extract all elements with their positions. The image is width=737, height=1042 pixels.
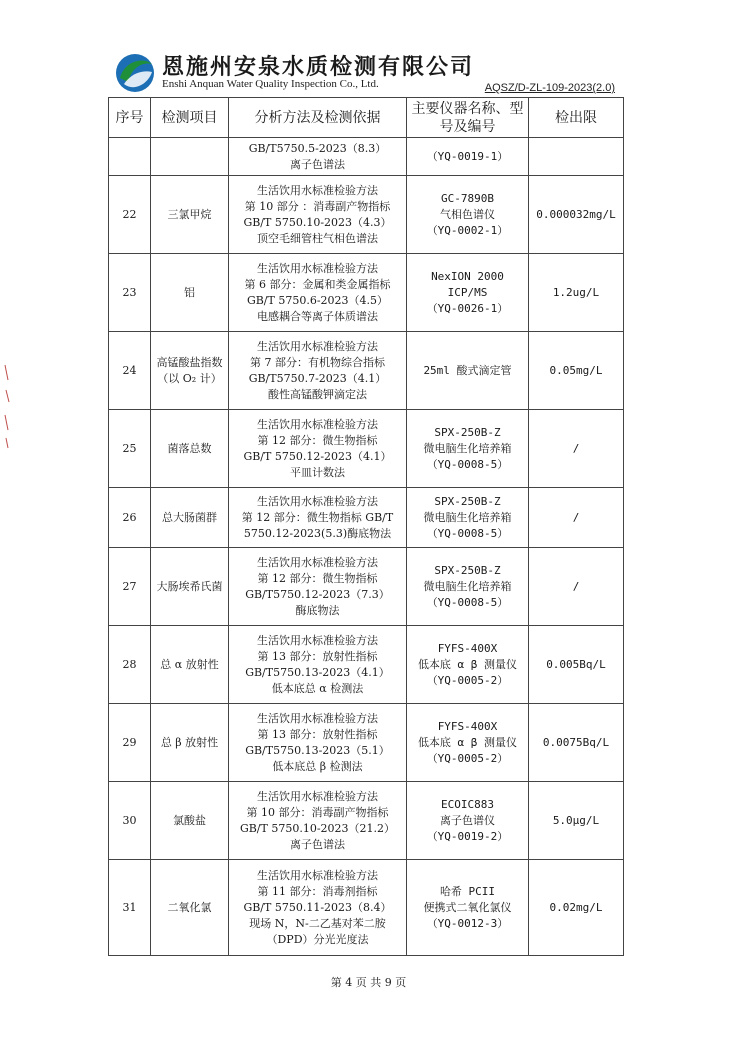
instrument-line: ICP/MS — [447, 285, 488, 299]
instrument-line: GC-7890B — [441, 191, 494, 205]
company-name-cn: 恩施州安泉水质检测有限公司 — [162, 54, 475, 80]
table-row — [109, 860, 624, 956]
row-number: 29 — [109, 704, 151, 782]
method-line: GB/T 5750.10-2023（4.3） — [243, 215, 392, 229]
test-item: 铝 — [151, 254, 229, 332]
row-number: 22 — [109, 176, 151, 254]
method-line: 第 13 部分：放射性指标 — [257, 727, 378, 741]
document-header — [108, 44, 623, 100]
method-cell — [229, 704, 407, 782]
instrument-cell — [407, 176, 529, 254]
table-row — [109, 138, 624, 176]
table-row — [109, 704, 624, 782]
method-line: GB/T5750.13-2023（5.1） — [245, 743, 390, 757]
method-line: GB/T5750.5-2023（8.3） — [248, 141, 387, 155]
method-line: 离子色谱法 — [290, 837, 345, 851]
detection-limit: / — [529, 548, 624, 626]
instrument-line: （YQ-0008-5） — [426, 457, 509, 471]
method-line: GB/T 5750.11-2023（8.4） — [243, 900, 392, 914]
method-line: 现场 N，N-二乙基对苯二胺 — [249, 916, 386, 930]
test-item: 二氧化氯 — [151, 860, 229, 956]
method-line: 第 13 部分：放射性指标 — [257, 649, 378, 663]
table-row — [109, 332, 624, 410]
table-row — [109, 626, 624, 704]
instrument-cell — [407, 782, 529, 860]
method-line: 生活饮用水标准检验方法 — [257, 711, 378, 725]
method-line: 顶空毛细管柱气相色谱法 — [257, 231, 378, 245]
method-line: GB/T 5750.6-2023（4.5） — [246, 293, 389, 307]
instrument-line: （YQ-0019-1） — [426, 149, 509, 163]
test-item: 菌落总数 — [151, 410, 229, 488]
instrument-line: SPX-250B-Z — [434, 563, 501, 577]
method-line: GB/T5750.7-2023（4.1） — [248, 371, 387, 385]
method-cell — [229, 254, 407, 332]
row-number: 26 — [109, 488, 151, 548]
method-line: 第 10 部分 ：消毒副产物指标 — [244, 199, 391, 213]
method-line: 酸性高锰酸钾滴定法 — [268, 387, 367, 401]
method-line: 5750.12-2023(5.3)酶底物法 — [243, 526, 392, 540]
method-line: 生活饮用水标准检验方法 — [257, 555, 378, 569]
method-line: 生活饮用水标准检验方法 — [257, 183, 378, 197]
header-limit: 检出限 — [529, 98, 624, 138]
method-line: 第 7 部分：有机物综合指标 — [250, 355, 385, 369]
table-row — [109, 410, 624, 488]
method-line: 第 10 部分：消毒副产物指标 — [246, 805, 389, 819]
test-item: 大肠埃希氏菌 — [151, 548, 229, 626]
method-line: GB/T 5750.12-2023（4.1） — [243, 449, 392, 463]
method-line: GB/T5750.13-2023（4.1） — [245, 665, 390, 679]
instrument-line: （YQ-0008-5） — [426, 526, 509, 540]
instrument-line: 便携式二氧化氯仪 — [423, 900, 512, 914]
method-line: 酶底物法 — [295, 603, 340, 617]
instrument-line: 气相色谱仪 — [440, 207, 495, 221]
instrument-cell — [407, 254, 529, 332]
document-code: AQSZ/D-ZL-109-2023(2.0) — [484, 82, 615, 94]
instrument-line: 低本底 α β 测量仪 — [417, 735, 518, 749]
instrument-line: （YQ-0019-2） — [426, 829, 509, 843]
table-row — [109, 548, 624, 626]
method-line: 生活饮用水标准检验方法 — [257, 339, 378, 353]
header-method: 分析方法及检测依据 — [229, 98, 407, 138]
test-item: 三氯甲烷 — [151, 176, 229, 254]
row-number — [109, 138, 151, 176]
detection-limit: 0.000032mg/L — [529, 176, 624, 254]
detection-limit — [529, 138, 624, 176]
company-name-en: Enshi Anquan Water Quality Inspection Co., Ltd. — [162, 78, 379, 90]
instrument-line: NexION 2000 — [431, 269, 504, 283]
instrument-cell — [407, 138, 529, 176]
instrument-cell — [407, 548, 529, 626]
method-cell — [229, 176, 407, 254]
method-line: 生活饮用水标准检验方法 — [257, 417, 378, 431]
instrument-line: （YQ-0008-5） — [426, 595, 509, 609]
method-line: GB/T 5750.10-2023（21.2） — [239, 821, 396, 835]
method-line: 第 12 部分：微生物指标 GB/T — [241, 510, 394, 524]
method-line: 第 12 部分：微生物指标 — [257, 571, 378, 585]
method-line: 离子色谱法 — [290, 157, 345, 171]
method-line: 第 11 部分：消毒剂指标 — [257, 884, 378, 898]
row-number: 23 — [109, 254, 151, 332]
method-line: 生活饮用水标准检验方法 — [257, 261, 378, 275]
row-number: 27 — [109, 548, 151, 626]
table-row — [109, 254, 624, 332]
method-cell — [229, 410, 407, 488]
instrument-line: 微电脑生化培养箱 — [423, 579, 512, 593]
instrument-line: （YQ-0002-1） — [426, 223, 509, 237]
header-item: 检测项目 — [151, 98, 229, 138]
method-cell — [229, 138, 407, 176]
instrument-cell — [407, 860, 529, 956]
table-row — [109, 488, 624, 548]
test-item: 氯酸盐 — [151, 782, 229, 860]
method-line: 电感耦合等离子体质谱法 — [257, 309, 378, 323]
instrument-line: 离子色谱仪 — [440, 813, 495, 827]
instrument-line: ECOIC883 — [441, 797, 494, 811]
method-line: 生活饮用水标准检验方法 — [257, 868, 378, 882]
instrument-cell — [407, 704, 529, 782]
instrument-line: （YQ-0005-2） — [426, 673, 509, 687]
instrument-line: 低本底 α β 测量仪 — [417, 657, 518, 671]
instrument-cell — [407, 332, 529, 410]
detection-limit: 0.05mg/L — [529, 332, 624, 410]
instrument-line: 25ml 酸式滴定管 — [423, 363, 512, 377]
method-cell — [229, 332, 407, 410]
method-line: 低本底总 α 检测法 — [271, 681, 364, 695]
table-header-row — [109, 98, 624, 138]
detection-limit: 0.005Bq/L — [529, 626, 624, 704]
instrument-line: （YQ-0005-2） — [426, 751, 509, 765]
instrument-line: 微电脑生化培养箱 — [423, 510, 512, 524]
instrument-line: （YQ-0012-3） — [426, 916, 509, 930]
method-line: （DPD）分光光度法 — [266, 932, 369, 946]
method-line: 第 12 部分：微生物指标 — [257, 433, 378, 447]
detection-limit: / — [529, 410, 624, 488]
method-line: 平皿计数法 — [290, 465, 345, 479]
row-number: 30 — [109, 782, 151, 860]
instrument-cell — [407, 626, 529, 704]
instrument-line: 微电脑生化培养箱 — [423, 441, 512, 455]
method-cell — [229, 548, 407, 626]
row-number: 28 — [109, 626, 151, 704]
table-row — [109, 782, 624, 860]
detection-limit: 1.2ug/L — [529, 254, 624, 332]
method-line: 生活饮用水标准检验方法 — [257, 633, 378, 647]
row-number: 31 — [109, 860, 151, 956]
test-item: 总 β 放射性 — [151, 704, 229, 782]
test-item: 总大肠菌群 — [151, 488, 229, 548]
test-item: 高锰酸盐指数（以 O₂ 计） — [151, 332, 229, 410]
inspection-methods-table — [108, 97, 624, 956]
page-number: 第 4 页 共 9 页 — [330, 976, 407, 989]
instrument-cell — [407, 488, 529, 548]
instrument-line: FYFS-400X — [437, 719, 498, 733]
method-cell — [229, 782, 407, 860]
method-line: GB/T5750.12-2023（7.3） — [245, 587, 390, 601]
test-item — [151, 138, 229, 176]
instrument-line: 哈希 PCII — [439, 884, 496, 898]
method-cell — [229, 626, 407, 704]
method-line: 低本底总 β 检测法 — [272, 759, 363, 773]
detection-limit: 0.02mg/L — [529, 860, 624, 956]
instrument-line: （YQ-0026-1） — [426, 301, 509, 315]
binding-mark-icon — [2, 360, 12, 450]
header-no: 序号 — [109, 98, 151, 138]
instrument-line: FYFS-400X — [437, 641, 498, 655]
detection-limit: 0.0075Bq/L — [529, 704, 624, 782]
detection-limit: / — [529, 488, 624, 548]
instrument-cell — [407, 410, 529, 488]
detection-limit: 5.0μg/L — [529, 782, 624, 860]
method-line: 生活饮用水标准检验方法 — [257, 494, 378, 508]
instrument-line: SPX-250B-Z — [434, 425, 501, 439]
water-drop-logo-icon — [114, 52, 156, 94]
row-number: 24 — [109, 332, 151, 410]
header-instrument: 主要仪器名称、型号及编号 — [407, 98, 529, 138]
test-item: 总 α 放射性 — [151, 626, 229, 704]
table-row — [109, 176, 624, 254]
method-cell — [229, 860, 407, 956]
instrument-line: SPX-250B-Z — [434, 494, 501, 508]
method-cell — [229, 488, 407, 548]
row-number: 25 — [109, 410, 151, 488]
method-line: 第 6 部分：金属和类金属指标 — [244, 277, 391, 291]
method-line: 生活饮用水标准检验方法 — [257, 789, 378, 803]
